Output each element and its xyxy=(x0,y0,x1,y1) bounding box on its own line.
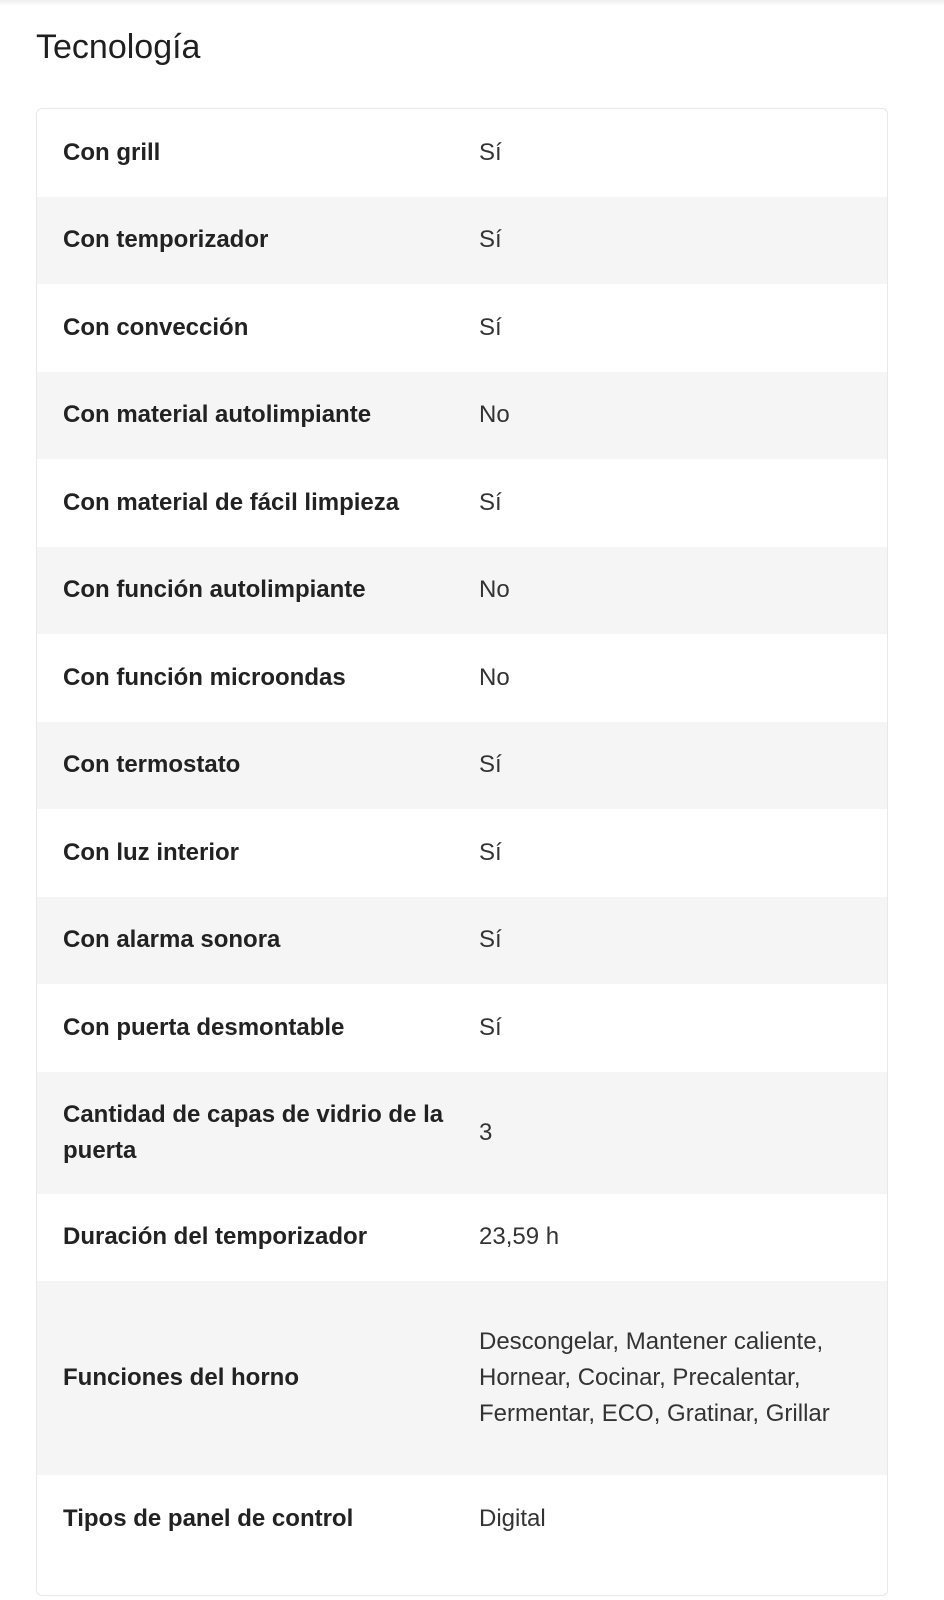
spec-value: Sí xyxy=(479,1013,502,1041)
spec-row-alarma-sonora xyxy=(37,897,887,985)
spec-row-luz-interior xyxy=(37,809,887,897)
spec-label: Con función autolimpiante xyxy=(63,576,366,604)
spec-value: Sí xyxy=(479,226,502,254)
spec-value: Sí xyxy=(479,488,502,516)
spec-value: No xyxy=(479,663,510,691)
top-divider xyxy=(0,0,944,6)
spec-row-material-autolimpiante xyxy=(37,372,887,460)
spec-value: No xyxy=(479,576,510,604)
spec-value: Sí xyxy=(479,926,502,954)
spec-row-microondas xyxy=(37,634,887,722)
spec-label: Funciones del horno xyxy=(63,1364,300,1391)
section-title: Tecnología xyxy=(36,28,201,66)
spec-value: 3 xyxy=(479,1118,493,1146)
spec-row-duracion-temporizador xyxy=(37,1194,887,1282)
spec-label: Con temporizador xyxy=(63,226,269,254)
spec-row-facil-limpieza xyxy=(37,459,887,547)
spec-label: Con puerta desmontable xyxy=(63,1013,345,1041)
spec-value: Sí xyxy=(479,138,502,166)
spec-label: Con función microondas xyxy=(63,663,346,691)
spec-row-temporizador xyxy=(37,197,887,285)
spec-label: Cantidad de capas de vidrio de la puerta xyxy=(63,1100,444,1164)
spec-row-conveccion xyxy=(37,284,887,372)
spec-row-termostato xyxy=(37,722,887,810)
spec-row-grill xyxy=(37,109,887,197)
spec-value: Sí xyxy=(479,838,502,866)
spec-row-puerta-desmontable xyxy=(37,984,887,1072)
spec-value: Sí xyxy=(479,313,502,341)
spec-row-funciones-horno xyxy=(37,1281,887,1475)
spec-label: Con material de fácil limpieza xyxy=(63,488,400,516)
spec-value: No xyxy=(479,401,510,429)
spec-label: Tipos de panel de control xyxy=(63,1504,354,1532)
spec-label: Con grill xyxy=(63,138,161,166)
spec-label: Con alarma sonora xyxy=(63,926,281,954)
spec-label: Duración del temporizador xyxy=(63,1223,368,1251)
spec-value: Sí xyxy=(479,751,502,779)
spec-label: Con luz interior xyxy=(63,838,239,866)
spec-table xyxy=(36,108,888,1596)
spec-label: Con convección xyxy=(63,313,249,341)
spec-label: Con termostato xyxy=(63,751,241,779)
spec-value: 23,59 h xyxy=(479,1223,560,1251)
spec-row-panel-control xyxy=(37,1475,887,1563)
spec-row-funcion-autolimpiante xyxy=(37,547,887,635)
spec-row-capas-vidrio xyxy=(37,1072,887,1194)
spec-value: Digital xyxy=(479,1504,546,1532)
spec-value: Descongelar, Mantener caliente, Hornear, Cocinar, Precalentar, Fermentar, ECO, Gratinar, Grillar xyxy=(479,1328,830,1427)
spec-label: Con material autolimpiante xyxy=(63,401,372,429)
